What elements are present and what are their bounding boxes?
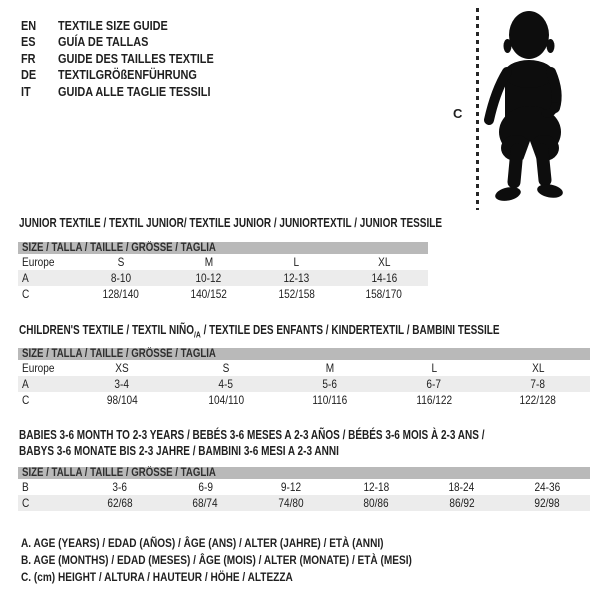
table-row: [18, 286, 428, 302]
size-value-cell: XL: [377, 255, 391, 269]
junior-size-table: [18, 242, 428, 302]
size-header-bar: SIZE / TALLA / TAILLE / GRÖSSE / TAGLIA: [18, 348, 590, 360]
size-value-cell: 7-8: [530, 377, 546, 391]
size-value-cell: 14-16: [371, 271, 398, 285]
size-value-cell: 74/80: [278, 496, 304, 510]
babies-table-body: [18, 479, 590, 511]
table-row: [18, 479, 590, 495]
language-code: ES: [21, 34, 36, 50]
row-label-cell: A: [22, 271, 29, 285]
size-value-cell: S: [117, 255, 125, 269]
gender-suffix-subscript: /A: [193, 329, 201, 340]
size-value-cell: 3-4: [114, 377, 130, 391]
size-value-cell: M: [204, 255, 213, 269]
row-label-cell: A: [22, 377, 29, 391]
height-measure-dashed-line: [476, 8, 479, 210]
table-row: [18, 254, 428, 270]
language-row: [21, 67, 243, 84]
height-measure-label: C: [453, 106, 463, 121]
note-age-months: B. AGE (MONTHS) / EDAD (MESES) / ÂGE (MOIS) / ALTER (MONATE) / ETÀ (MESI): [21, 553, 412, 567]
size-value-cell: 5-6: [322, 377, 338, 391]
row-label-cell: B: [22, 480, 29, 494]
size-value-cell: 18-24: [448, 480, 475, 494]
size-value-cell: 9-12: [280, 480, 301, 494]
table-row: [18, 360, 590, 376]
size-value-cell: S: [222, 361, 230, 375]
table-row: [18, 392, 590, 408]
size-value-cell: 140/152: [190, 287, 227, 301]
size-header-bar: SIZE / TALLA / TAILLE / GRÖSSE / TAGLIA: [18, 242, 428, 254]
language-code: EN: [21, 17, 37, 33]
size-value-cell: 110/116: [312, 393, 348, 407]
babies-size-table: [18, 467, 590, 511]
row-label-cell: C: [22, 393, 30, 407]
size-value-cell: 92/98: [534, 496, 560, 510]
table-row: [18, 270, 428, 286]
language-guide-title: GUÍA DE TALLAS: [58, 34, 149, 50]
size-value-cell: 24-36: [534, 480, 561, 494]
language-code: IT: [21, 83, 31, 99]
row-label-cell: Europe: [22, 255, 55, 269]
junior-table-body: [18, 254, 428, 302]
language-row: [21, 50, 243, 67]
size-value-cell: 116/122: [416, 393, 452, 407]
language-row: [21, 34, 243, 51]
size-value-cell: 86/92: [449, 496, 475, 510]
size-value-cell: XL: [531, 361, 545, 375]
size-value-cell: 104/110: [208, 393, 244, 407]
children-table-body: [18, 360, 590, 408]
size-value-cell: M: [325, 361, 335, 375]
size-value-cell: 6-9: [197, 480, 213, 494]
junior-table-title: JUNIOR TEXTILE / TEXTIL JUNIOR/ TEXTILE JUNIOR / JUNIORTEXTIL / JUNIOR TESSILE: [19, 216, 443, 230]
size-value-cell: 158/170: [365, 287, 403, 301]
babies-table-title: BABIES 3-6 MONTH TO 2-3 YEARS / BEBÉS 3-6 MESES A 2-3 AÑOS / BÉBÉS 3-6 MOIS À 2-3 ANS / BABYS 3-6 MONATE BIS 2-3 JAHRE / BAMBINI 3-6 MESI A 2-3 ANNI: [19, 428, 485, 458]
language-guide-title: TEXTILGRÖßENFÜHRUNG: [58, 67, 197, 83]
size-value-cell: 4-5: [218, 377, 234, 391]
row-label-cell: Europe: [22, 361, 55, 375]
size-value-cell: 68/74: [192, 496, 218, 510]
language-row: [21, 17, 243, 34]
size-value-cell: 12-18: [363, 480, 390, 494]
note-height-cm: C. (cm) HEIGHT / ALTURA / HAUTEUR / HÖHE / ALTEZZA: [21, 570, 293, 584]
size-value-cell: 98/104: [106, 393, 138, 407]
size-value-cell: XS: [115, 361, 129, 375]
language-title-list: [21, 17, 243, 100]
size-value-cell: 122/128: [519, 393, 557, 407]
size-value-cell: 10-12: [195, 271, 222, 285]
language-guide-title: TEXTILE SIZE GUIDE: [58, 17, 168, 33]
size-value-cell: L: [293, 255, 300, 269]
size-header-bar: SIZE / TALLA / TAILLE / GRÖSSE / TAGLIA: [18, 467, 590, 479]
language-guide-title: GUIDA ALLE TAGLIE TESSILI: [58, 83, 211, 99]
size-value-cell: 62/68: [107, 496, 133, 510]
row-label-cell: C: [22, 496, 30, 510]
size-value-cell: 128/140: [102, 287, 140, 301]
language-row: [21, 83, 243, 100]
language-code: DE: [21, 67, 37, 83]
size-value-cell: 6-7: [426, 377, 442, 391]
size-value-cell: 80/86: [363, 496, 389, 510]
language-guide-title: GUIDE DES TAILLES TEXTILE: [58, 50, 214, 66]
size-value-cell: 8-10: [110, 271, 131, 285]
children-table-title: CHILDREN'S TEXTILE / TEXTIL $NIÑO_{/A}$ / TEXTILE DES ENFANTS / KINDERTEXTIL / BAMBINI TESSILE: [19, 323, 500, 340]
size-value-cell: 12-13: [283, 271, 310, 285]
toddler-silhouette-icon: [483, 10, 595, 212]
children-size-table: [18, 348, 590, 408]
note-age-years: A. AGE (YEARS) / EDAD (AÑOS) / ÂGE (ANS) / ALTER (JAHRE) / ETÀ (ANNI): [21, 536, 384, 550]
row-label-cell: C: [22, 287, 30, 301]
language-code: FR: [21, 50, 36, 66]
size-value-cell: L: [431, 361, 437, 375]
table-row: [18, 376, 590, 392]
table-row: [18, 495, 590, 511]
size-value-cell: 152/158: [278, 287, 315, 301]
size-value-cell: 3-6: [112, 480, 128, 494]
